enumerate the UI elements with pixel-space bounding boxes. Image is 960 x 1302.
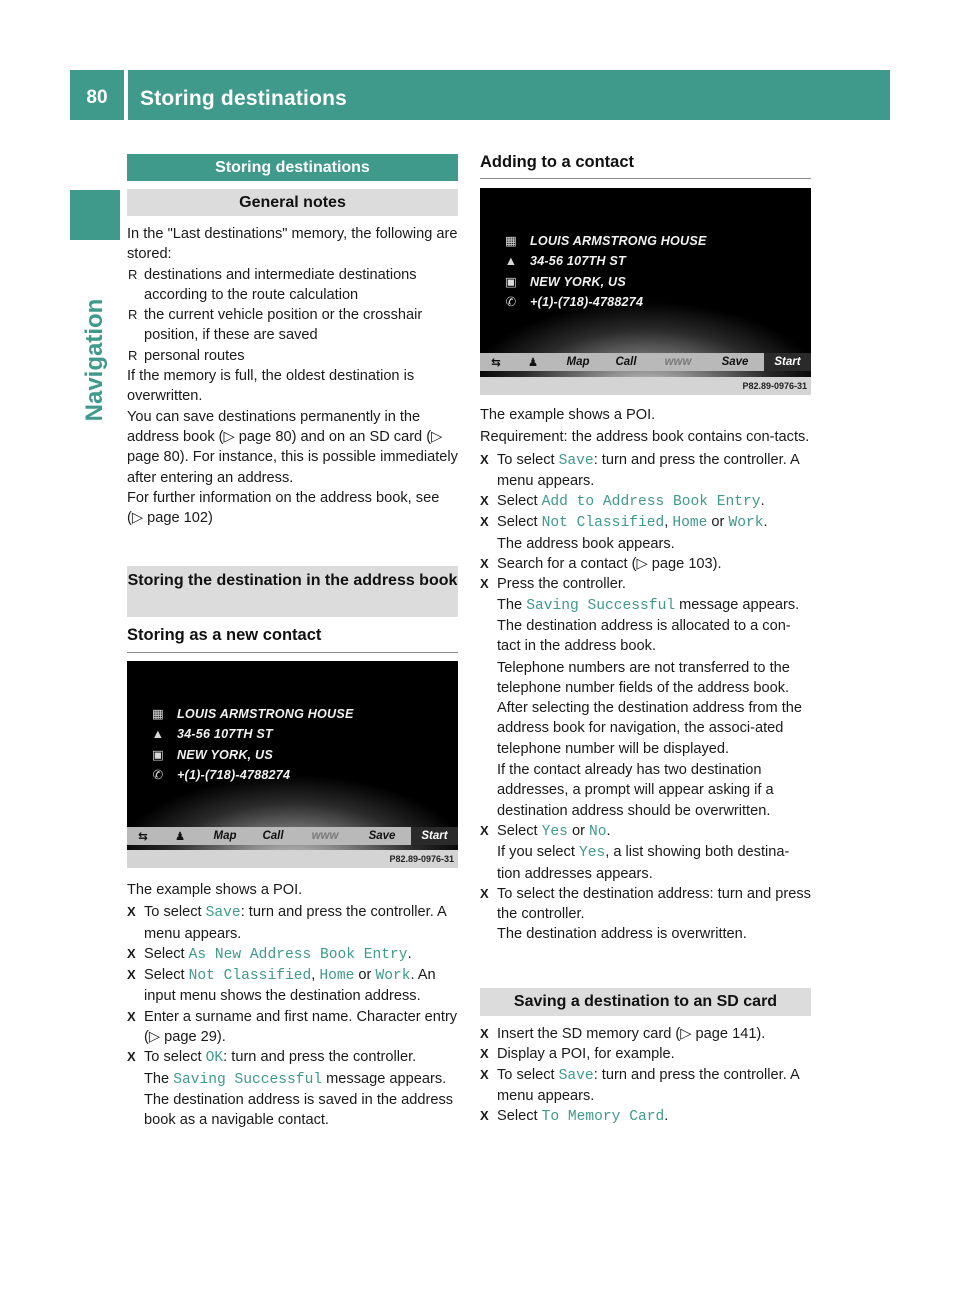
screen-row-phone: ✆ +(1)-(718)-4788274 (152, 768, 291, 782)
list-item: R the current vehicle position or the crosshair position, if these are saved (127, 305, 459, 346)
screen-row-phone: ✆ +(1)-(718)-4788274 (505, 295, 644, 309)
phone-icon: ✆ (152, 768, 164, 782)
requirement-text: Requirement: the address book contains con-tacts. (480, 429, 810, 446)
menu-item-www: www (311, 830, 339, 842)
page-number: 80 (86, 87, 108, 108)
screen-row-street: ▲ 34-56 107TH ST (151, 727, 273, 741)
new-contact-subheading: Storing as a new contact (127, 626, 458, 653)
phone-icon: ✆ (505, 295, 517, 309)
general-notes-intro: In the "Last destinations" memory, the following are stored: (127, 226, 458, 263)
screen-menu-bar (480, 353, 811, 371)
step-select-new-entry: X Select As New Address Book Entry. (127, 944, 459, 965)
screen-row-name: ▦ LOUIS ARMSTRONG HOUSE (504, 234, 707, 248)
menu-item-start: Start (764, 353, 811, 371)
example-text: The example shows a POI. (127, 882, 303, 898)
back-icon: ⇆ (491, 357, 501, 369)
step-insert-sd: X Insert the SD memory card (▷ page 141). (480, 1024, 812, 1044)
step-select-category: X Select Not Classified, Home or Work. The address book appears. (480, 512, 812, 554)
memory-full-text: If the memory is full, the oldest destination is overwritten. (127, 368, 415, 405)
menu-item-call: Call (615, 356, 637, 368)
step-search-contact: X Search for a contact (▷ page 103). (480, 554, 812, 574)
step-display-poi: X Display a POI, for example. (480, 1044, 812, 1064)
menu-item-start: Start (411, 827, 458, 845)
section-title-bar: Storing destinations (127, 154, 458, 181)
save-permanently-text: You can save destinations permanently in the address book (▷ page 80) and on an SD card (▷ page 80). For instance, this is possible immediately after entering an address. (127, 408, 458, 486)
address-book-heading: Storing the destination in the address book (127, 566, 458, 617)
page-title: Storing destinations (140, 87, 348, 110)
header-separator (124, 70, 128, 120)
menu-item-call: Call (262, 830, 284, 842)
screen-menu-bar (127, 827, 458, 845)
menu-item-save: Save (721, 356, 749, 368)
contact-icon: ♟ (174, 831, 186, 843)
step-select-destination: X To select the destination address: turn and press the controller. The destination address is overwritten. (480, 884, 812, 945)
step-select-yes-no: X Select Yes or No. If you select Yes, a list showing both destina-tion addresses appears. (480, 821, 812, 884)
menu-item-www: www (664, 356, 692, 368)
city-icon: ▣ (504, 275, 518, 289)
step-select-save: X To select Save: turn and press the controller. A menu appears. (480, 1065, 812, 1107)
step-select-save: X To select Save: turn and press the controller. A menu appears. (480, 450, 812, 492)
building-icon: ▦ (504, 234, 518, 248)
further-info-text: For further information on the address book, see (▷ page 102) (127, 489, 440, 527)
nav-screen-image-left (127, 661, 458, 868)
contact-icon: ♟ (527, 357, 539, 369)
sd-card-steps (480, 1024, 812, 1127)
step-press-controller: X Press the controller. The Saving Successful message appears. The destination address is allocated to a con-tact in the address book. Telephone numbers are not transferred to the telephone number fields of the address book. After selecting the destination address from the address book for navigation, the associ-ated telephone number will be displayed. If the contact already has two destination addresses, a prompt will appear asking if a destination address should be overwritten. (480, 574, 812, 821)
adding-contact-heading: Adding to a contact (480, 153, 811, 179)
back-icon: ⇆ (138, 831, 148, 843)
step-select-add-entry: X Select Add to Address Book Entry. (480, 491, 812, 512)
image-caption: P82.89-0976-31 (127, 850, 458, 868)
screen-row-street: ▲ 34-56 107TH ST (504, 254, 626, 268)
building-icon: ▦ (151, 707, 165, 721)
list-item: R personal routes (127, 346, 459, 366)
example-text: The example shows a POI. (480, 407, 656, 423)
list-item: R destinations and intermediate destinations according to the route calculation (127, 265, 459, 306)
new-contact-steps (127, 880, 459, 1131)
nav-screen-image-right (480, 188, 811, 395)
step-select-memory-card: X Select To Memory Card. (480, 1106, 812, 1127)
menu-item-map: Map (213, 830, 237, 842)
step-select-category: X Select Not Classified, Home or Work. An input menu shows the destination address. (127, 965, 459, 1007)
phone-note-text: Telephone numbers are not transferred to the telephone number fields of the address book. After selecting the destination address from the address book for navigation, the associ-ated telephone number will be displayed. (497, 659, 803, 757)
screen-row-city: ▣ NEW YORK, US (504, 275, 626, 289)
screen-row-city: ▣ NEW YORK, US (151, 748, 273, 762)
menu-item-map: Map (566, 356, 590, 368)
step-select-save: X To select Save: turn and press the controller. A menu appears. (127, 902, 459, 944)
side-tab-block (70, 190, 120, 240)
image-caption: P82.89-0976-31 (480, 377, 811, 395)
side-tab-label: Navigation (81, 298, 108, 422)
city-icon: ▣ (151, 748, 165, 762)
menu-item-save: Save (368, 830, 396, 842)
step-select-ok: X To select OK: turn and press the controller. The Saving Successful message appears. The destination address is saved in the address book as a navigable contact. (127, 1047, 459, 1130)
two-addresses-note-text: If the contact already has two destination addresses, a prompt will appear asking if a destination address should be overwritten. (497, 762, 774, 819)
screen-row-name: ▦ LOUIS ARMSTRONG HOUSE (151, 707, 354, 721)
general-notes-body (127, 224, 459, 528)
sd-card-heading: Saving a destination to an SD card (480, 988, 811, 1016)
location-icon: ▲ (151, 727, 165, 741)
general-notes-heading: General notes (127, 189, 458, 216)
location-icon: ▲ (504, 254, 518, 268)
adding-contact-steps (480, 405, 812, 945)
step-enter-name: X Enter a surname and first name. Character entry (▷ page 29). (127, 1007, 459, 1048)
